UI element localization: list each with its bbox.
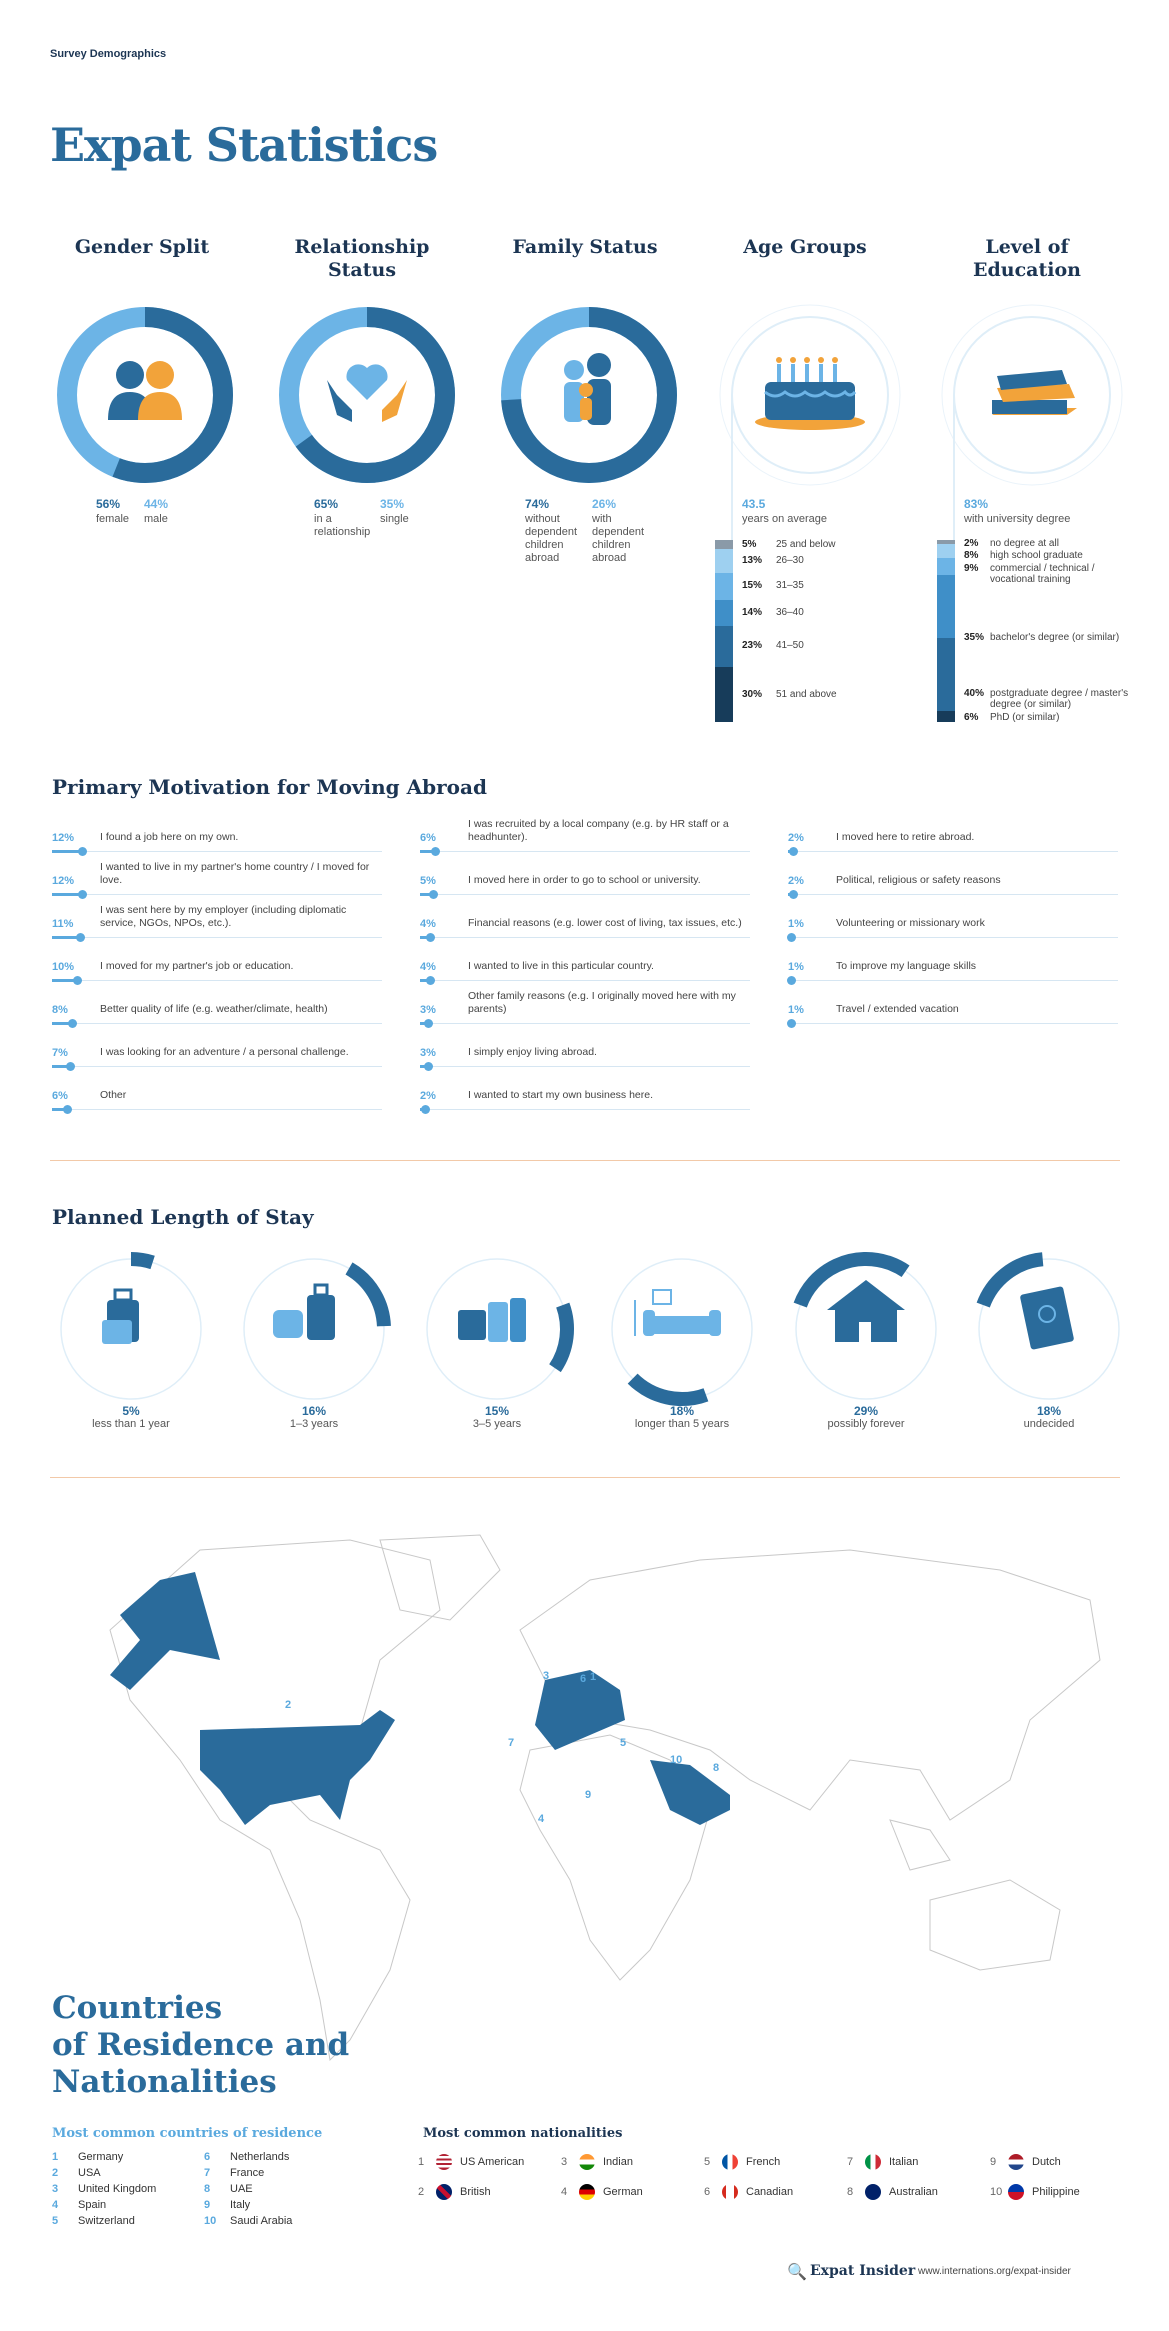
motivation-track [788, 1023, 1118, 1024]
relationship-donut [272, 300, 462, 490]
relationship-b-pct: 35% [380, 497, 405, 511]
motivation-row [420, 855, 750, 895]
residence-item [52, 2183, 156, 2195]
motivation-track [788, 937, 1118, 938]
motivation-text: Other family reasons (e.g. I originally moved here with my parents) [468, 990, 736, 1015]
motivation-pct: 8% [52, 1004, 68, 1016]
highlighted-countries [110, 1572, 730, 1825]
motivation-row [788, 898, 1118, 938]
nationality-rank: 4 [561, 2185, 568, 2198]
residence-rank: 4 [52, 2199, 59, 2211]
motivation-text: I was looking for an adventure / a personal challenge. [100, 1046, 349, 1058]
motivation-pct: 2% [788, 832, 804, 844]
motivation-text: Other [100, 1089, 127, 1101]
nationality-rank: 2 [418, 2185, 425, 2198]
family-a-lbl: without dependent children abroad [525, 513, 577, 564]
education-item-label [964, 550, 1144, 561]
flag-icon [579, 2184, 595, 2200]
stay-pct: 18% [1036, 1404, 1062, 1418]
stay-pct: 16% [301, 1404, 327, 1418]
family-b-pct: 26% [592, 497, 617, 511]
age-stacked-bar [715, 540, 733, 722]
age-band [715, 540, 733, 549]
residence-name: USA [78, 2167, 101, 2179]
age-item-pct: 15% [742, 580, 763, 592]
family-heading: Family Status [512, 236, 658, 258]
motivation-pct: 1% [788, 918, 804, 930]
residence-rank: 10 [204, 2215, 217, 2227]
brand-logo-icon: 🔍 [787, 2264, 807, 2281]
footer-url[interactable]: www.internations.org/expat-insider [918, 2266, 1071, 2277]
divider [50, 1160, 1120, 1161]
motivation-pct: 4% [420, 961, 436, 973]
motivation-track [52, 1109, 382, 1110]
suitcase-icon [102, 1290, 139, 1344]
stay-donut [418, 1250, 576, 1408]
motivation-text: Volunteering or missionary work [836, 917, 985, 929]
motivation-row [788, 941, 1118, 981]
residence-rank: 6 [204, 2151, 211, 2163]
nationality-name: Indian [603, 2155, 633, 2168]
residence-name: Italy [230, 2199, 251, 2211]
motivation-track [52, 851, 382, 852]
motivation-pct: 12% [52, 875, 75, 887]
education-item-text: no degree at all [990, 538, 1059, 549]
motivation-track [52, 1023, 382, 1024]
motivation-text: Travel / extended vacation [836, 1003, 959, 1015]
nationalities-title: Most common nationalities [423, 2126, 623, 2141]
residence-name: United Kingdom [78, 2183, 157, 2195]
motivation-dot [421, 1105, 430, 1114]
residence-name: Saudi Arabia [230, 2215, 293, 2227]
age-item-text: 36–40 [776, 606, 804, 618]
motivation-row [420, 898, 750, 938]
motivation-track [420, 851, 750, 852]
nationality-name: Dutch [1032, 2155, 1061, 2168]
motivation-row [420, 1070, 750, 1110]
map-marker-label: 9 [585, 1789, 592, 1801]
flag-icon [722, 2184, 738, 2200]
map-marker-label: 5 [620, 1737, 627, 1749]
motivation-row [420, 812, 750, 852]
flag-icon [436, 2184, 452, 2200]
education-item-pct: 35% [964, 632, 985, 643]
nationality-rank: 6 [704, 2185, 711, 2198]
education-item-pct: 2% [964, 538, 979, 549]
nationality-rank: 8 [847, 2185, 854, 2198]
age-item-pct: 23% [742, 640, 763, 652]
relationship-b-lbl: single [380, 513, 409, 525]
nationality-rank: 9 [990, 2155, 997, 2168]
motivation-text: I found a job here on my own. [100, 831, 239, 843]
education-heading: Level of Education [973, 236, 1081, 281]
residence-rank: 2 [52, 2167, 59, 2179]
relationship-a-pct: 65% [314, 497, 339, 511]
motivation-row [52, 812, 382, 852]
nationality-rank: 7 [847, 2155, 854, 2168]
flag-icon [865, 2184, 881, 2200]
people-icon [108, 361, 182, 420]
residence-item [204, 2183, 253, 2195]
motivation-row [52, 898, 382, 938]
family-icon [564, 353, 611, 425]
motivation-text: Better quality of life (e.g. weather/climate, health) [100, 1003, 328, 1015]
map-marker-label: 7 [508, 1737, 515, 1749]
motivation-track [788, 851, 1118, 852]
education-item-pct: 9% [964, 563, 979, 574]
motivation-pct: 7% [52, 1047, 68, 1059]
motivation-track [420, 1109, 750, 1110]
stay-donut [970, 1250, 1128, 1408]
residence-item [52, 2199, 106, 2211]
age-band [715, 626, 733, 668]
brand-name: Expat Insider [810, 2263, 916, 2279]
education-item-text: PhD (or similar) [990, 712, 1060, 723]
map-marker-label: 8 [713, 1762, 720, 1774]
map-marker-label: 6 [580, 1673, 587, 1685]
motivation-dot [63, 1105, 72, 1114]
nationality-name: British [460, 2185, 491, 2198]
education-item-pct: 6% [964, 712, 979, 723]
stay-pct: 5% [122, 1404, 140, 1418]
nationality-name: French [746, 2155, 781, 2168]
nationality-name: German [603, 2185, 643, 2198]
residence-item [52, 2215, 135, 2227]
map-marker-label: 2 [285, 1699, 292, 1711]
heart-hands-icon [327, 364, 407, 422]
residence-rank: 7 [204, 2167, 211, 2179]
motivation-pct: 2% [788, 875, 804, 887]
motivation-pct: 12% [52, 832, 75, 844]
motivation-track [52, 937, 382, 938]
stay-label [229, 1404, 399, 1430]
residence-name: Germany [78, 2151, 124, 2163]
nationality-item [418, 2184, 491, 2200]
age-average-label: years on average [742, 513, 827, 525]
residence-item [204, 2199, 250, 2211]
stay-label [597, 1404, 767, 1430]
education-item-label [964, 632, 1144, 643]
motivation-track [420, 1023, 750, 1024]
motivation-pct: 4% [420, 918, 436, 930]
nationality-item [418, 2154, 524, 2170]
age-band [715, 667, 733, 722]
house-icon [827, 1280, 905, 1342]
age-average: 43.5 [742, 497, 766, 511]
nationality-rank: 3 [561, 2155, 568, 2168]
gender-donut [50, 300, 240, 490]
education-top-label: with university degree [964, 513, 1071, 525]
map-marker-label: 4 [538, 1813, 545, 1825]
residence-rank: 8 [204, 2183, 211, 2195]
nationality-item [561, 2184, 643, 2200]
age-item-pct: 13% [742, 554, 763, 566]
motivation-track [788, 894, 1118, 895]
countries-title-line: Nationalities [52, 2064, 277, 2100]
age-item-label [742, 607, 804, 618]
education-item-label [964, 688, 1144, 710]
education-band [937, 575, 955, 639]
residence-item [204, 2215, 292, 2227]
education-band [937, 711, 955, 722]
nationality-item [990, 2184, 1080, 2200]
motivation-track [420, 894, 750, 895]
luggage-icon [273, 1285, 335, 1340]
countries-title [52, 1990, 349, 2101]
stay-desc: possibly forever [827, 1418, 905, 1430]
motivation-text: Financial reasons (e.g. lower cost of living, tax issues, etc.) [468, 917, 742, 929]
motivation-pct: 10% [52, 961, 75, 973]
map-outline-se-asia [890, 1820, 950, 1870]
stay-desc: longer than 5 years [634, 1418, 730, 1430]
flag-icon [865, 2154, 881, 2170]
education-band [937, 638, 955, 711]
motivation-pct: 2% [420, 1090, 436, 1102]
stay-pct: 15% [484, 1404, 510, 1418]
residence-rank: 3 [52, 2183, 59, 2195]
motivation-pct: 3% [420, 1047, 436, 1059]
motivation-text: I moved here to retire abroad. [836, 831, 975, 843]
passport-icon [1020, 1286, 1075, 1350]
cake-icon [755, 357, 865, 430]
age-band [715, 600, 733, 625]
family-a-pct: 74% [525, 497, 550, 511]
age-item-pct: 14% [742, 606, 763, 618]
alaska-shape [110, 1572, 220, 1690]
education-item-label [964, 538, 1144, 549]
motivation-track [788, 980, 1118, 981]
motivation-row [52, 855, 382, 895]
motivation-row [52, 984, 382, 1024]
nationality-name: Italian [889, 2155, 919, 2168]
motivation-title: Primary Motivation for Moving Abroad [52, 775, 487, 799]
age-item-label [742, 539, 836, 550]
motivation-track [420, 937, 750, 938]
motivation-track [52, 980, 382, 981]
stay-label [46, 1404, 216, 1430]
age-item-label [742, 580, 804, 591]
motivation-text: I was recruited by a local company (e.g. by HR staff or a headhunter). [468, 818, 729, 843]
stay-desc: less than 1 year [92, 1418, 170, 1430]
age-item-label [742, 689, 837, 700]
nationality-item [847, 2154, 918, 2170]
flag-icon [436, 2154, 452, 2170]
age-band [715, 549, 733, 573]
motivation-track [420, 1066, 750, 1067]
nationality-item [561, 2154, 633, 2170]
education-item-text: high school graduate [990, 550, 1083, 561]
countries-title-line: of Residence and [52, 2027, 350, 2063]
education-item-pct: 8% [964, 550, 979, 561]
relationship-a-lbl: in a relationship [314, 513, 371, 538]
motivation-row [788, 812, 1118, 852]
map-outline-greenland [380, 1535, 500, 1620]
motivation-text: I simply enjoy living abroad. [468, 1046, 597, 1058]
gender-a-lbl: female [96, 513, 130, 525]
stay-donut [787, 1250, 945, 1408]
luggage-set-icon [458, 1298, 526, 1342]
age-item-text: 51 and above [776, 688, 837, 700]
gender-b-pct: 44% [144, 497, 169, 511]
residence-name: UAE [230, 2183, 253, 2195]
motivation-pct: 1% [788, 961, 804, 973]
countries-title-line: Countries [52, 1990, 223, 2026]
age-item-text: 31–35 [776, 580, 804, 592]
nationality-rank: 1 [418, 2155, 425, 2168]
education-item-text: postgraduate degree / master's degree (or similar) [990, 688, 1129, 710]
age-item-text: 41–50 [776, 640, 804, 652]
residence-name: Spain [78, 2199, 107, 2211]
residence-name: Switzerland [78, 2215, 135, 2227]
map-marker-label: 10 [670, 1754, 683, 1766]
motivation-text: Political, religious or safety reasons [836, 874, 1001, 886]
page-title: Expat Statistics [50, 118, 438, 172]
nationality-rank: 5 [704, 2155, 711, 2168]
age-item-text: 26–30 [776, 554, 804, 566]
residence-name: France [230, 2167, 265, 2179]
stay-title: Planned Length of Stay [52, 1205, 314, 1229]
motivation-text: I moved here in order to go to school or university. [468, 874, 701, 886]
residence-item [52, 2167, 101, 2179]
education-item-label [964, 563, 1144, 585]
books-icon [992, 370, 1077, 415]
residence-title: Most common countries of residence [52, 2126, 323, 2141]
motivation-text: To improve my language skills [836, 960, 977, 972]
motivation-pct: 3% [420, 1004, 436, 1016]
family-b-lbl: with dependent children abroad [592, 513, 644, 564]
stay-desc: undecided [1023, 1418, 1075, 1430]
residence-item [204, 2151, 289, 2163]
relationship-heading: Relationship Status [294, 236, 430, 281]
motivation-track [52, 894, 382, 895]
motivation-row [420, 941, 750, 981]
nationality-item [990, 2154, 1061, 2170]
stay-donut [52, 1250, 210, 1408]
stay-pct: 29% [853, 1404, 879, 1418]
motivation-row [788, 984, 1118, 1024]
motivation-track [420, 980, 750, 981]
flag-icon [1008, 2184, 1024, 2200]
gender-b-lbl: male [144, 513, 168, 525]
motivation-row [52, 1070, 382, 1110]
nationality-name: Philippine [1032, 2185, 1080, 2198]
flag-icon [722, 2154, 738, 2170]
residence-rank: 9 [204, 2199, 211, 2211]
nationality-name: Canadian [746, 2185, 794, 2198]
motivation-row [420, 1027, 750, 1067]
motivation-track [52, 1066, 382, 1067]
education-item-pct: 40% [964, 688, 985, 699]
gender-a-pct: 56% [96, 497, 121, 511]
age-heading: Age Groups [743, 236, 867, 258]
map-outline-australia [930, 1880, 1060, 1970]
divider [50, 1477, 1120, 1478]
residence-rank: 1 [52, 2151, 59, 2163]
sofa-icon [635, 1290, 721, 1336]
motivation-pct: 1% [788, 1004, 804, 1016]
motivation-text: I wanted to live in this particular country. [468, 960, 654, 972]
age-band [715, 573, 733, 600]
nationality-item [847, 2184, 938, 2200]
stay-pct: 18% [669, 1404, 695, 1418]
motivation-text: I moved for my partner's job or education. [100, 960, 294, 972]
motivation-text: I wanted to start my own business here. [468, 1089, 654, 1101]
stay-label [964, 1404, 1134, 1430]
gender-heading: Gender Split [74, 236, 210, 258]
education-top: 83% [964, 497, 989, 511]
motivation-row [420, 984, 750, 1024]
motivation-dot [787, 1019, 796, 1028]
nationality-item [704, 2154, 780, 2170]
residence-name: Netherlands [230, 2151, 290, 2163]
residence-rank: 5 [52, 2215, 59, 2227]
age-item-text: 25 and below [776, 538, 836, 550]
motivation-row [52, 941, 382, 981]
motivation-row [788, 855, 1118, 895]
stay-desc: 1–3 years [289, 1418, 339, 1430]
residence-item [52, 2151, 123, 2163]
map-marker-label: 3 [543, 1670, 550, 1682]
flag-icon [1008, 2154, 1024, 2170]
nationality-name: Australian [889, 2185, 938, 2198]
education-band [937, 558, 955, 574]
motivation-pct: 6% [420, 832, 436, 844]
education-stacked-bar [937, 540, 955, 722]
eyebrow: Survey Demographics [50, 48, 167, 60]
education-item-label [964, 712, 1144, 723]
motivation-pct: 5% [420, 875, 436, 887]
flag-icon [579, 2154, 595, 2170]
residence-item [204, 2167, 264, 2179]
stay-label [781, 1404, 951, 1430]
nationality-item [704, 2184, 793, 2200]
stay-donut [603, 1250, 761, 1408]
stay-donut [235, 1250, 393, 1408]
age-item-pct: 30% [742, 688, 763, 700]
motivation-pct: 6% [52, 1090, 68, 1102]
education-item-text: bachelor's degree (or similar) [990, 632, 1120, 643]
age-item-label [742, 555, 804, 566]
stay-label [412, 1404, 582, 1430]
nationality-rank: 10 [990, 2185, 1003, 2198]
education-band [937, 544, 955, 559]
age-item-pct: 5% [742, 538, 757, 550]
motivation-text: I wanted to live in my partner's home country / I moved for love. [100, 861, 370, 886]
motivation-pct: 11% [52, 918, 74, 930]
stay-desc: 3–5 years [472, 1418, 522, 1430]
family-donut [494, 300, 684, 490]
map-marker-label: 1 [590, 1671, 597, 1683]
motivation-row [52, 1027, 382, 1067]
motivation-text: I was sent here by my employer (including diplomatic service, NGOs, NPOs, etc.). [100, 904, 347, 929]
age-item-label [742, 640, 804, 651]
nationality-name: US American [460, 2155, 525, 2168]
education-item-text: commercial / technical / vocational training [990, 563, 1095, 585]
